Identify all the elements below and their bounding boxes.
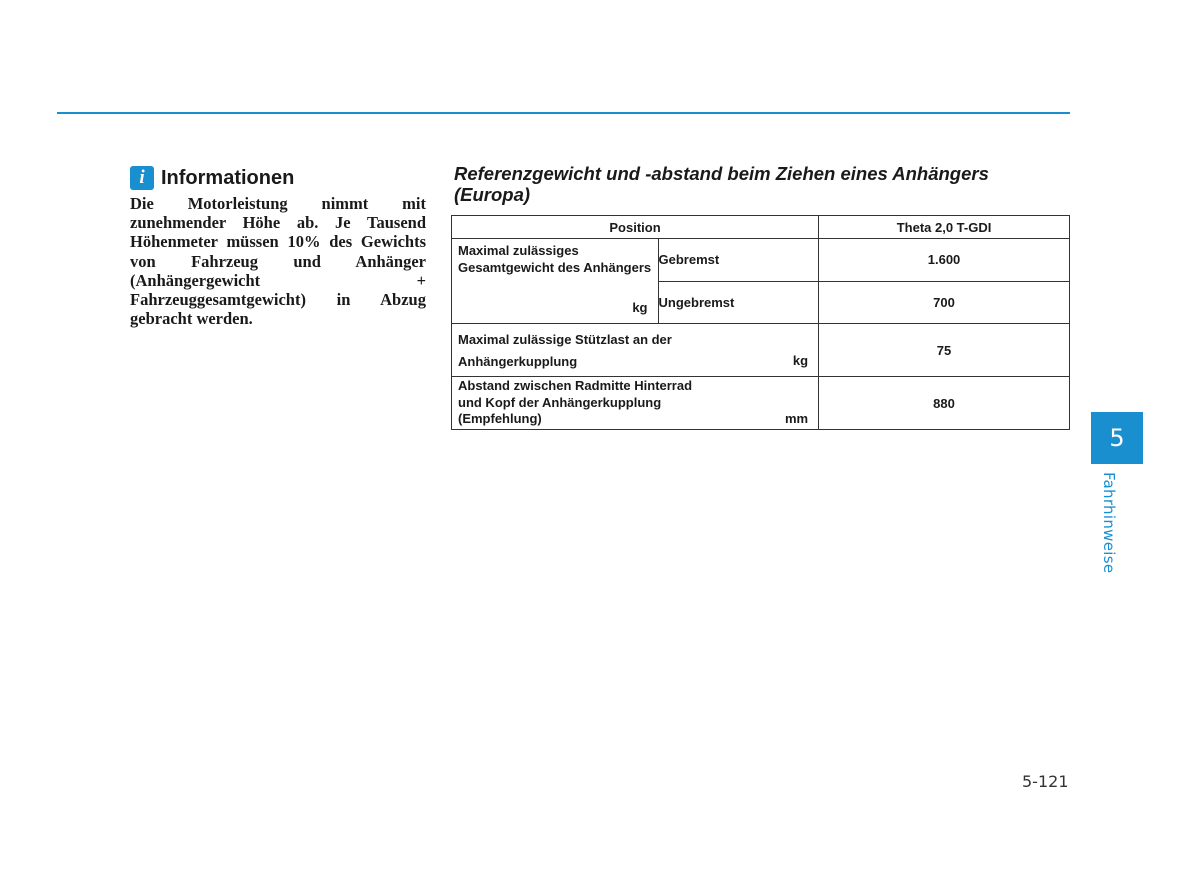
tongue-load-line2: Anhängerkupplung: [458, 354, 578, 369]
chapter-tab: 5: [1091, 412, 1143, 464]
tongue-load-unit: kg: [792, 353, 809, 368]
braked-label: Gebremst: [658, 239, 819, 282]
distance-line3: (Empfehlung): [458, 411, 542, 426]
info-icon: i: [130, 166, 154, 190]
tongue-load-line1: Maximal zulässige Stützlast an der: [458, 332, 672, 347]
header-engine: Theta 2,0 T-GDI: [819, 216, 1070, 239]
trailer-weight-label: Maximal zulässiges Gesamtgewicht des Anhängers: [458, 243, 652, 275]
distance-unit: mm: [784, 411, 809, 426]
trailer-weight-unit: kg: [632, 300, 648, 315]
table-title: Referenzgewicht und -abstand beim Ziehen eines Anhängers (Europa): [454, 163, 989, 205]
distance-line1: Abstand zwischen Radmitte Hinterrad: [458, 378, 693, 393]
info-title: Informationen: [161, 166, 295, 189]
page-number: 5-121: [1022, 772, 1069, 791]
distance-label: [452, 377, 819, 430]
table-row: [452, 239, 1070, 282]
unbraked-value: 700: [819, 281, 1070, 324]
table-row: [452, 324, 1070, 377]
header-rule: [57, 112, 1070, 114]
info-body: Die Motorleistung nimmt mit zunehmender Höhe ab. Je Tausend Höhenmeter müssen 10% des Gewichts von Fahrzeug und Anhänger (Anhängergewicht + Fahrzeuggesamtgewicht) in Abzug gebracht werden.: [130, 194, 426, 329]
unbraked-label: Ungebremst: [658, 281, 819, 324]
tongue-load-label: [452, 324, 819, 377]
info-heading: [130, 166, 294, 190]
spec-table: [451, 215, 1070, 430]
distance-line2: und Kopf der Anhängerkupplung: [458, 394, 662, 410]
table-row: [452, 377, 1070, 430]
tongue-load-value: 75: [819, 324, 1070, 377]
braked-value: 1.600: [819, 239, 1070, 282]
table-header-row: [452, 216, 1070, 239]
chapter-label: Fahrhinweise: [1100, 472, 1118, 574]
distance-value: 880: [819, 377, 1070, 430]
row-trailer-weight-label: [452, 239, 659, 324]
header-position: Position: [452, 216, 819, 239]
